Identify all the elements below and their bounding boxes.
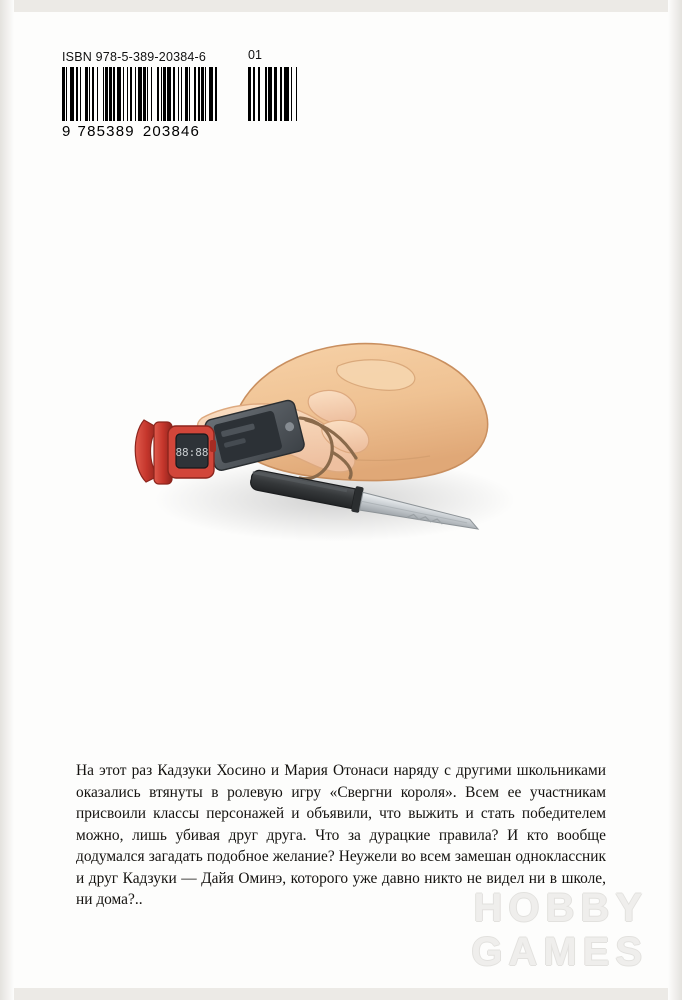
barcode-bar: [130, 67, 133, 121]
page-edge-left: [0, 0, 14, 1000]
barcode-bar: [189, 67, 190, 121]
barcode-bar: [268, 67, 271, 121]
barcode-bar: [92, 67, 95, 121]
barcode-block: [62, 48, 344, 140]
hobby-games-watermark: [471, 886, 648, 974]
watermark-line-1: HOBBY: [473, 886, 648, 930]
barcode-bar: [215, 67, 218, 121]
barcode-bar: [103, 67, 104, 121]
barcode-bar: [167, 67, 171, 121]
cover-illustration: [110, 300, 550, 570]
barcode-bar: [194, 67, 195, 121]
barcode-digit-group-1: 785389: [77, 123, 135, 140]
barcode-bar: [205, 67, 206, 121]
barcode-bar: [265, 67, 267, 121]
barcode-bar: [85, 67, 88, 121]
barcode-digit-group-2: 203846: [142, 123, 201, 140]
page-edge-top: [0, 0, 682, 12]
barcode-bar: [70, 67, 74, 121]
barcode-bar: [296, 67, 298, 121]
barcode-bar: [117, 67, 121, 121]
barcode-bar: [157, 67, 160, 121]
barcode-bar: [248, 67, 251, 121]
isbn-label: ISBN 978-5-389-20384-6: [62, 50, 207, 64]
barcode-bar: [147, 67, 148, 121]
barcode-bar: [185, 67, 188, 121]
barcode-bar: [284, 67, 289, 121]
barcode-bars-addon: [248, 67, 304, 121]
barcode-bar: [109, 67, 112, 121]
barcode-bar: [280, 67, 282, 121]
back-cover-blurb: На этот раз Кадзуки Хосино и Мария Отонаси наряду с другими школьниками оказались втянуты в ролевую игру «Свергни короля». Всем ее участникам присвоили классы персонажей и объявили, что выжить и стать победителем можно, лишь убивая друг друга. Что за дурацкие правила? И кто вообще додумался загадать подобное желание? Неужели во всем замешан одноклассник и друг Кадзуки — Дайя Оминэ, которого уже давно никто не видел ни в школе, ни дома?..: [76, 762, 606, 909]
barcode-bar: [113, 67, 114, 121]
barcode-bar: [138, 67, 142, 121]
barcode-digit-lead: 9: [62, 123, 72, 140]
watermark-line-2: GAMES: [471, 930, 648, 974]
barcode-bar: [66, 67, 67, 121]
barcode-bar: [178, 67, 179, 121]
barcode-bar: [127, 67, 128, 121]
barcode-bars: [62, 67, 344, 121]
page-edge-bottom: [0, 988, 682, 1000]
barcode-bar: [253, 67, 255, 121]
barcode-bar: [89, 67, 90, 121]
barcode-bar: [123, 67, 124, 121]
barcode-bar: [201, 67, 204, 121]
barcode-bar: [80, 67, 81, 121]
barcode-bar: [76, 67, 79, 121]
barcode-bar: [105, 67, 108, 121]
barcode-bar: [181, 67, 182, 121]
barcode-bars-main: [62, 67, 238, 121]
barcode-bar: [135, 67, 136, 121]
wristwatch-illustration: [135, 420, 216, 484]
barcode-bar: [151, 67, 152, 121]
barcode-bar: [143, 67, 146, 121]
barcode-bar: [173, 67, 176, 121]
barcode-bar: [274, 67, 277, 121]
barcode-addon-label: 01: [248, 48, 262, 62]
barcode-bar: [62, 67, 65, 121]
barcode-bar: [163, 67, 166, 121]
barcode-bar: [209, 67, 213, 121]
watch-digits: 88:88: [175, 446, 209, 459]
barcode-bar: [258, 67, 260, 121]
barcode-bar: [161, 67, 162, 121]
page-edge-right: [668, 0, 682, 1000]
barcode-bar: [291, 67, 293, 121]
barcode-bar: [198, 67, 199, 121]
barcode-digits: [62, 123, 344, 140]
barcode-bar: [97, 67, 98, 121]
